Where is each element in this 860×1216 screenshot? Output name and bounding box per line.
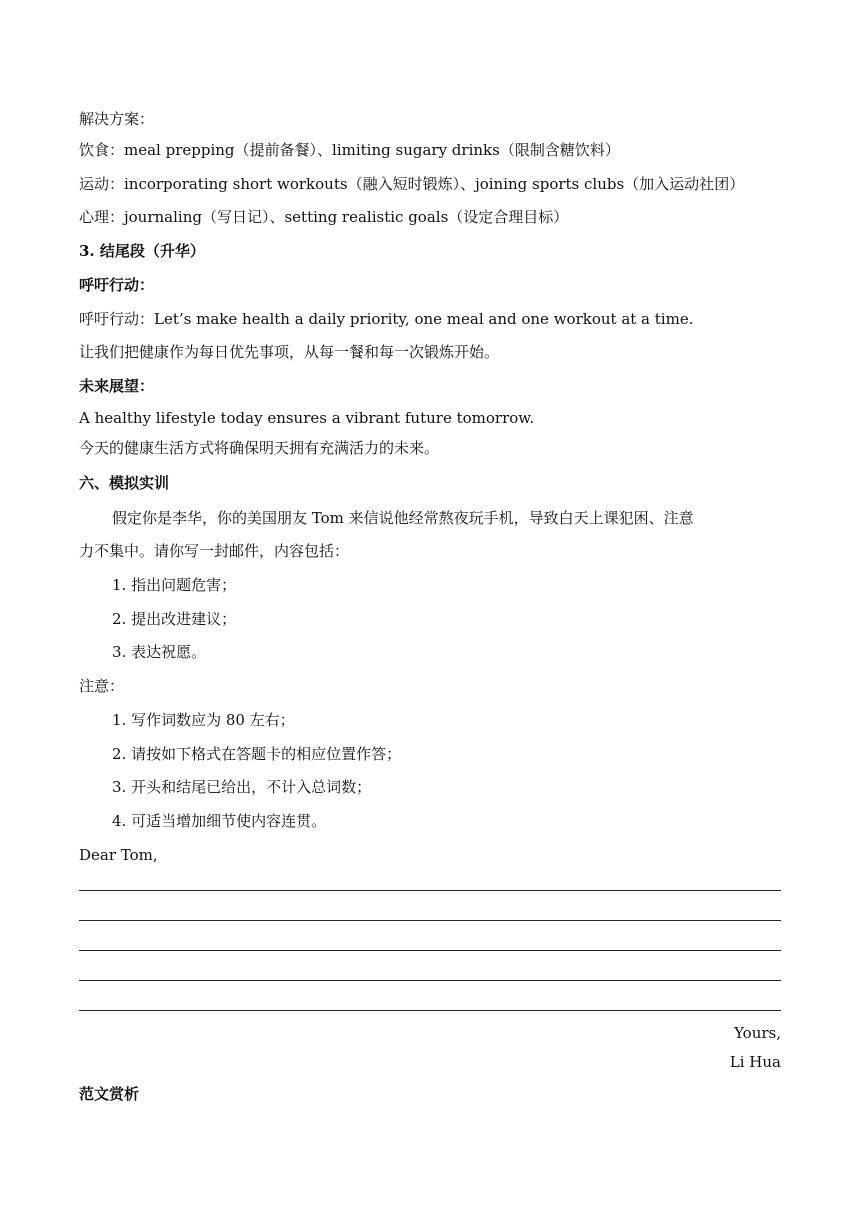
solutions-heading: 解决方案：: [79, 110, 155, 128]
call-english: 呼吁行动：Let’s make health a daily priority, one meal and one workout at a time.: [79, 310, 694, 328]
practice-prompt-line1: 假定你是李华，你的美国朋友 Tom 来信说他经常熬夜玩手机，导致白天上课犯困、注意: [112, 509, 694, 527]
outlook-chinese: 今天的健康生活方式将确保明天拥有充满活力的未来。: [79, 439, 440, 457]
answer-line[interactable]: [79, 980, 781, 981]
letter-signature: Li Hua: [729, 1053, 781, 1071]
model-essay-heading: 范文赏析: [79, 1085, 140, 1103]
call-heading: 呼吁行动：: [79, 276, 155, 294]
practice-heading: 六、模拟实训: [79, 474, 170, 492]
answer-line[interactable]: [79, 890, 781, 891]
task-point: 1. 指出问题危害；: [112, 576, 237, 594]
notes-heading: 注意：: [79, 677, 125, 695]
note-item: 1. 写作词数应为 80 左右；: [112, 711, 295, 729]
solution-mental: 心理：journaling（写日记）、setting realistic goals（设定合理目标）: [79, 208, 569, 226]
note-item: 2. 请按如下格式在答题卡的相应位置作答；: [112, 745, 402, 763]
letter-sign-off: Yours,: [734, 1024, 781, 1042]
task-point: 2. 提出改进建议；: [112, 610, 237, 628]
outlook-english: A healthy lifestyle today ensures a vibrant future tomorrow.: [79, 409, 535, 427]
answer-line[interactable]: [79, 950, 781, 951]
practice-prompt-line2: 力不集中。请你写一封邮件，内容包括：: [79, 542, 350, 560]
solution-exercise: 运动：incorporating short workouts（融入短时锻炼）、joining sports clubs（加入运动社团）: [79, 175, 745, 193]
answer-line[interactable]: [79, 920, 781, 921]
answer-line[interactable]: [79, 1010, 781, 1011]
closing-heading: 3. 结尾段（升华）: [79, 242, 205, 260]
note-item: 4. 可适当增加细节使内容连贯。: [112, 812, 327, 830]
solution-diet: 饮食：meal prepping（提前备餐）、limiting sugary drinks（限制含糖饮料）: [79, 141, 620, 159]
task-point: 3. 表达祝愿。: [112, 643, 207, 661]
outlook-heading: 未来展望：: [79, 377, 155, 395]
letter-salutation: Dear Tom,: [79, 846, 158, 864]
call-chinese: 让我们把健康作为每日优先事项，从每一餐和每一次锻炼开始。: [79, 343, 500, 361]
note-item: 3. 开头和结尾已给出，不计入总词数；: [112, 778, 372, 796]
